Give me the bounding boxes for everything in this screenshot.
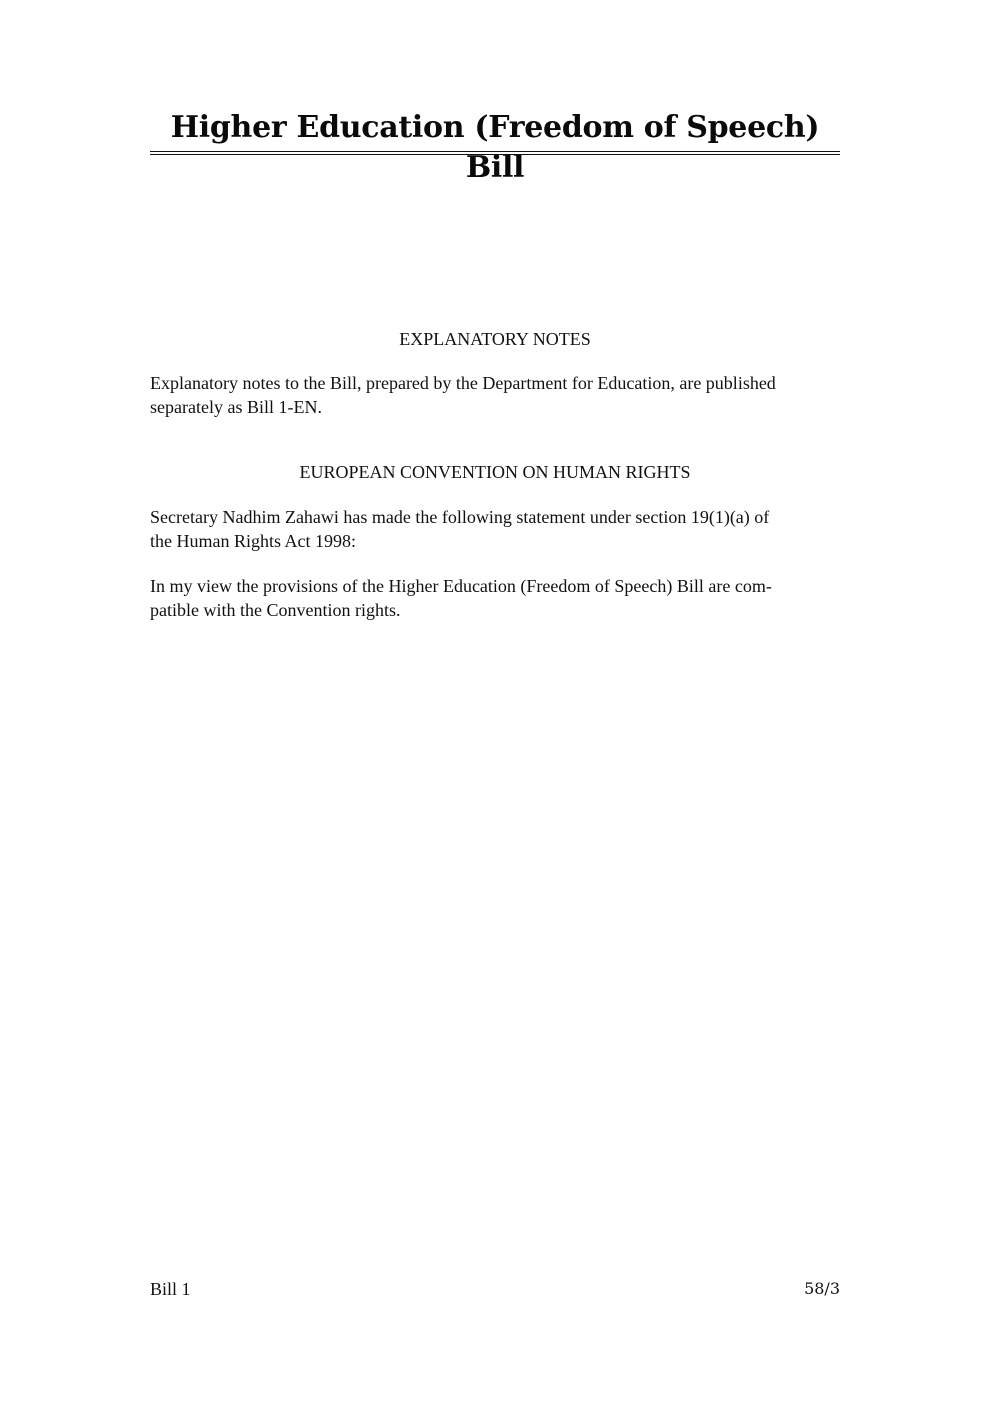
echr-statement-paragraph (150, 505, 842, 553)
page-title: Higher Education (Freedom of Speech) Bill (170, 110, 820, 185)
paragraph-line: Explanatory notes to the Bill, prepared by the Department for Education, are published (150, 373, 776, 393)
footer-reference: 58/3 (804, 1279, 840, 1298)
paragraph-line: the Human Rights Act 1998: (150, 531, 356, 551)
paragraph-line: patible with the Convention rights. (150, 600, 401, 620)
footer-bill-number: Bill 1 (150, 1279, 191, 1299)
title-double-rule (150, 151, 840, 155)
paragraph-line: Secretary Nadhim Zahawi has made the following statement under section 19(1)(a) of (150, 507, 770, 527)
echr-view-paragraph (150, 574, 842, 622)
paragraph-line: In my view the provisions of the Higher Education (Freedom of Speech) Bill are com- (150, 576, 772, 596)
explanatory-notes-paragraph (150, 371, 842, 419)
echr-heading: EUROPEAN CONVENTION ON HUMAN RIGHTS (299, 462, 691, 482)
explanatory-notes-heading: EXPLANATORY NOTES (399, 329, 591, 349)
paragraph-line: separately as Bill 1-EN. (150, 397, 322, 417)
